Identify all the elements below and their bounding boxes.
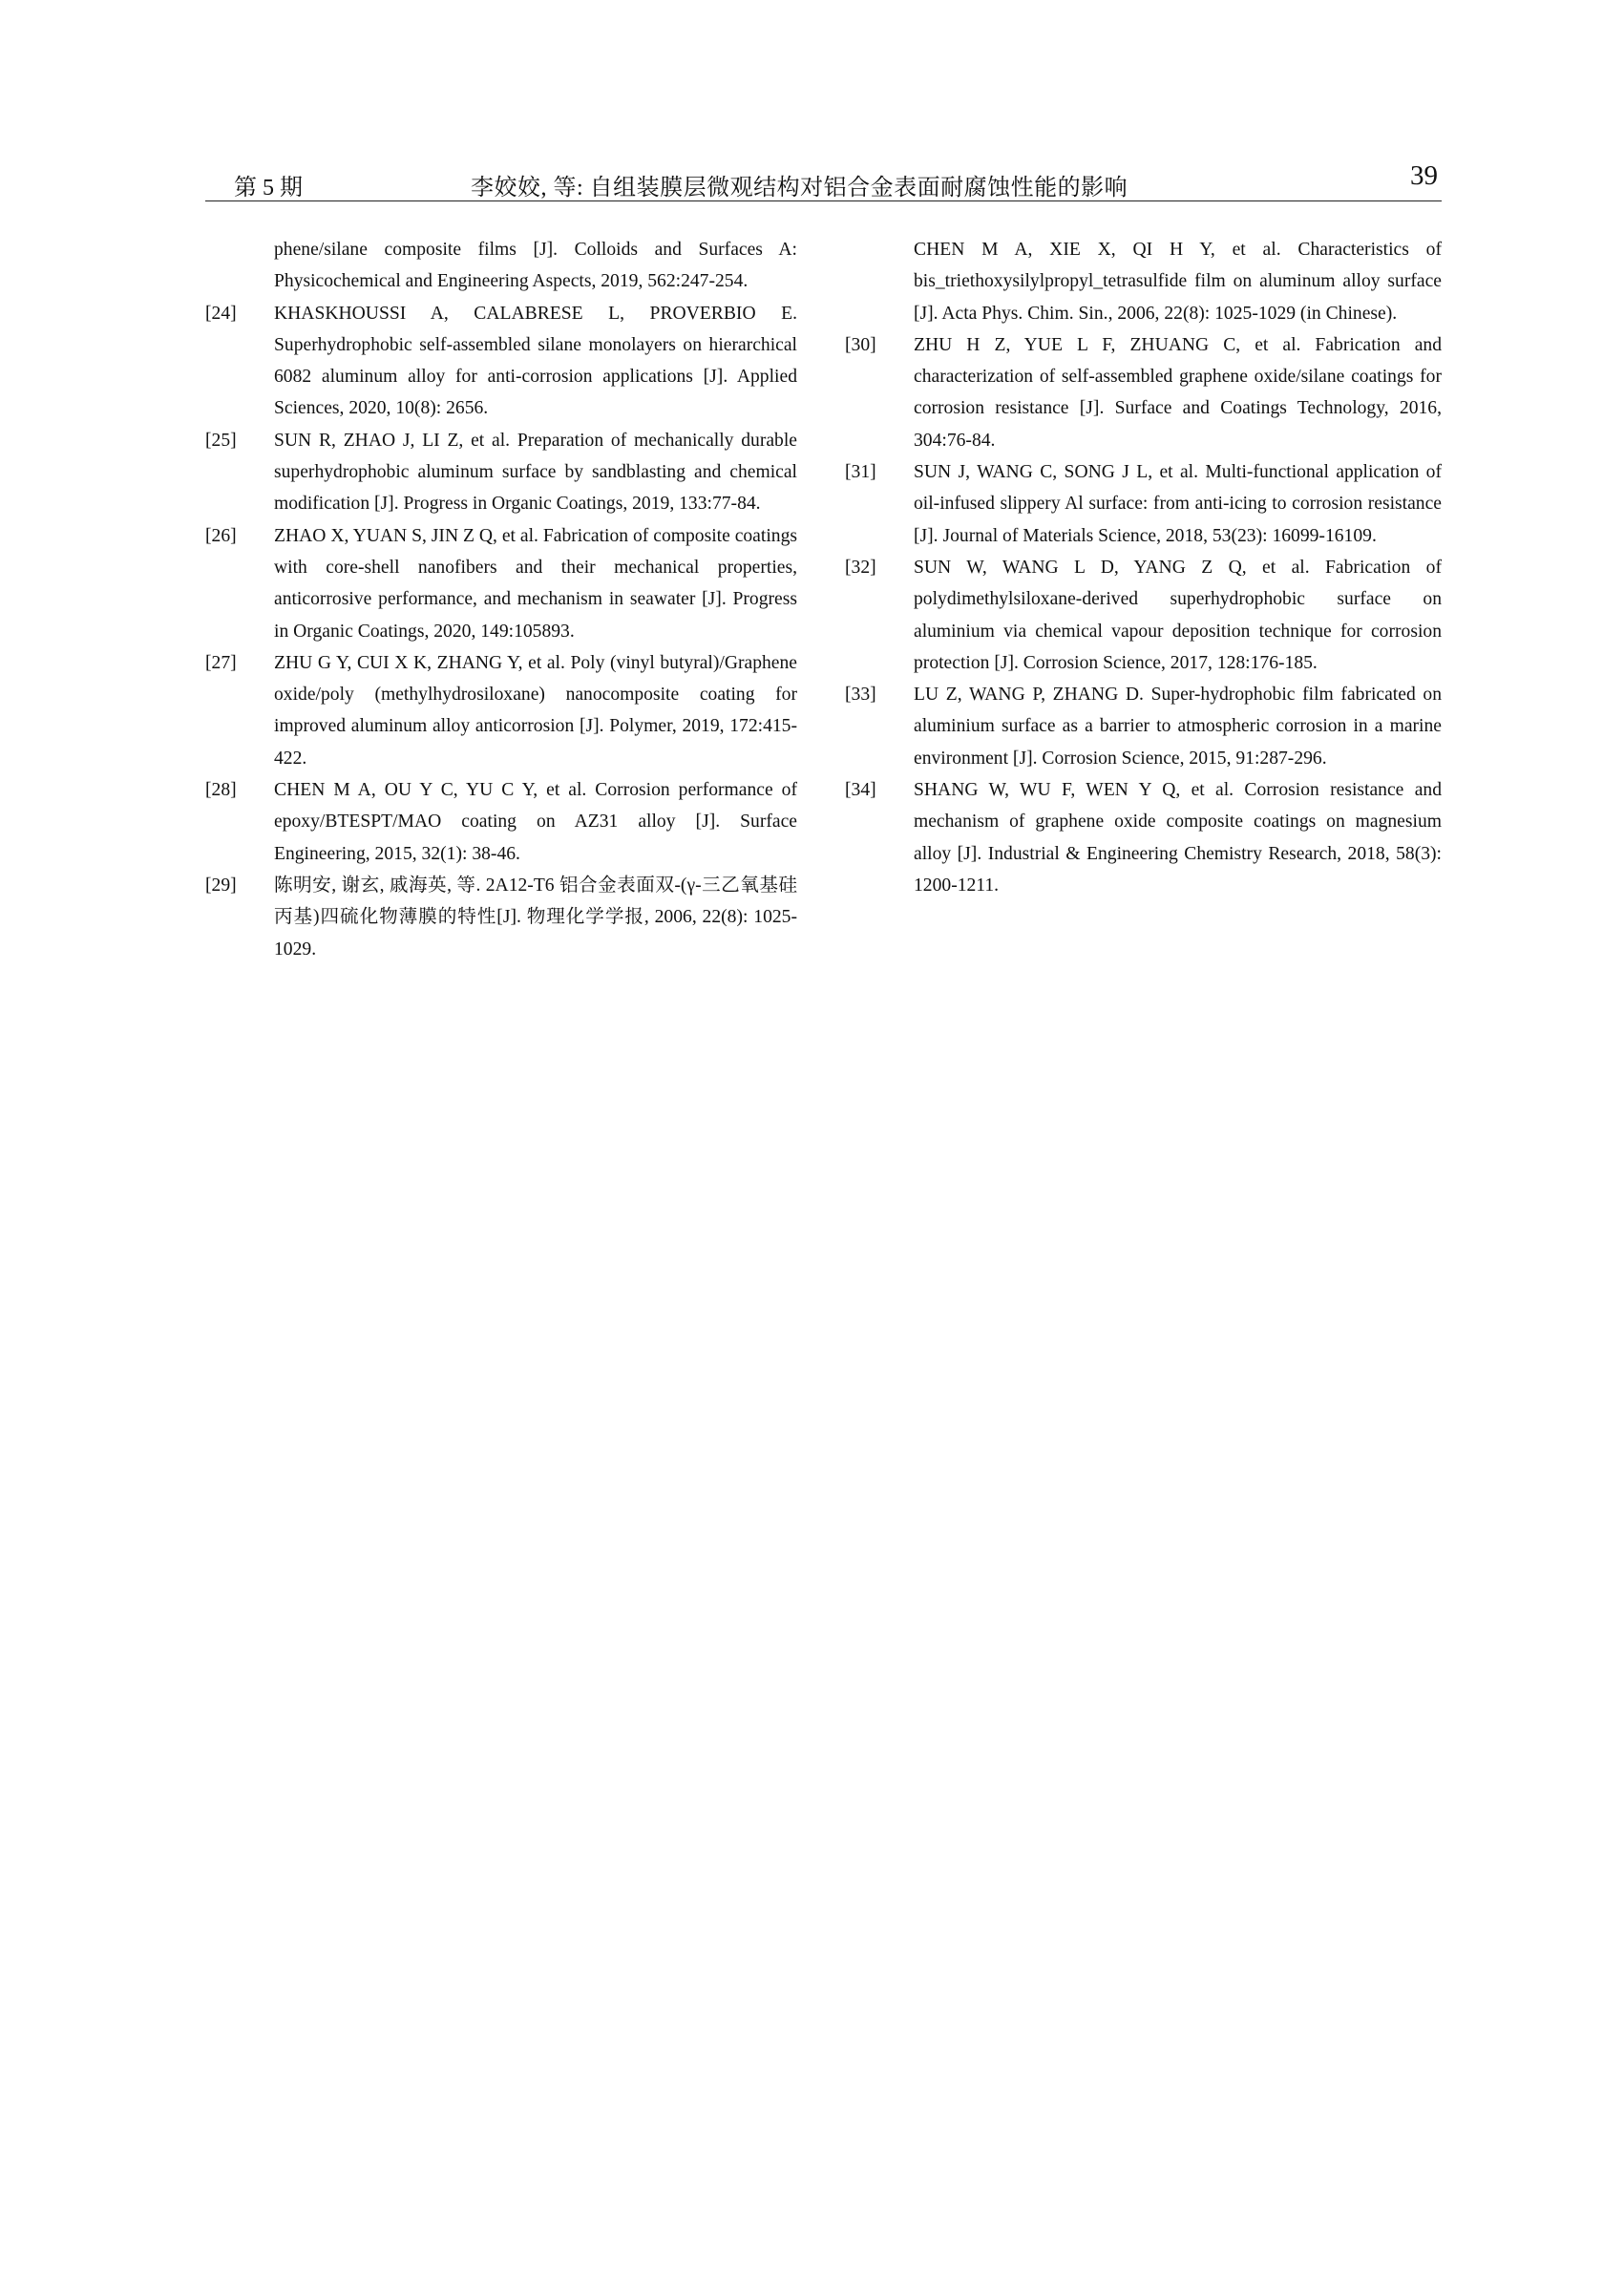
reference-number: [30] [845, 334, 876, 355]
reference-item [205, 520, 797, 647]
reference-number: [32] [845, 557, 876, 578]
reference-item [205, 425, 797, 520]
running-title: 李姣姣, 等: 自组装膜层微观结构对铝合金表面耐腐蚀性能的影响 [471, 176, 1128, 200]
reference-item [205, 647, 797, 774]
reference-text: phene/silane composite films [J]. Colloids and Surfaces A: Physicochemical and Engineering Aspects, 2019, 562:247-254. [274, 240, 797, 292]
reference-item [205, 234, 797, 298]
reference-text: SUN J, WANG C, SONG J L, et al. Multi-functional application of oil-infused slippery Al surface: from anti-icing to corrosion resistance [J]. Journal of Materials Science, 2018, 53(23): 16099-16109. [914, 462, 1442, 546]
reference-column-right [845, 234, 1442, 901]
reference-item [845, 456, 1442, 552]
reference-text: SUN R, ZHAO J, LI Z, et al. Preparation of mechanically durable superhydrophobic aluminum surface by sandblasting and chemical modification [J]. Progress in Organic Coatings, 2019, 133:77-84. [274, 430, 797, 515]
reference-item [845, 679, 1442, 774]
reference-number: [34] [845, 780, 876, 801]
reference-number: [25] [205, 430, 237, 451]
issue-label: 第 5 期 [234, 176, 303, 200]
reference-number: [33] [845, 685, 876, 706]
reference-text: CHEN M A, OU Y C, YU C Y, et al. Corrosion performance of epoxy/BTESPT/MAO coating on AZ31 alloy [J]. Surface Engineering, 2015, 32(1): 38-46. [274, 780, 797, 864]
reference-number: [24] [205, 303, 237, 324]
reference-column-left [205, 234, 797, 965]
running-header [205, 155, 1442, 201]
reference-number: [29] [205, 875, 237, 896]
reference-item [845, 552, 1442, 679]
reference-item [205, 870, 797, 965]
reference-number: [26] [205, 525, 237, 546]
reference-text: SHANG W, WU F, WEN Y Q, et al. Corrosion resistance and mechanism of graphene oxide composite coatings on magnesium alloy [J]. Industrial & Engineering Chemistry Research, 2018, 58(3): 1200-1211. [914, 780, 1442, 896]
reference-text: LU Z, WANG P, ZHANG D. Super-hydrophobic film fabricated on aluminium surface as a barrier to atmospheric corrosion in a marine environment [J]. Corrosion Science, 2015, 91:287-296. [914, 685, 1442, 769]
reference-number: [31] [845, 462, 876, 483]
reference-text: ZHU G Y, CUI X K, ZHANG Y, et al. Poly (vinyl butyral)/Graphene oxide/poly (methylhydrosiloxane) nanocomposite coating for improved aluminum alloy anticorrosion [J]. Polymer, 2019, 172:415-422. [274, 652, 797, 769]
reference-text: ZHAO X, YUAN S, JIN Z Q, et al. Fabrication of composite coatings with core-shell nanofibers and their mechanical properties, anticorrosive performance, and mechanism in seawater [J]. Progress in Organic Coatings, 2020, 149:105893. [274, 525, 797, 642]
reference-item [205, 774, 797, 870]
reference-text: KHASKHOUSSI A, CALABRESE L, PROVERBIO E. Superhydrophobic self-assembled silane monolayers on hierarchical 6082 aluminum alloy for anti-corrosion applications [J]. Applied Sciences, 2020, 10(8): 2656. [274, 303, 797, 419]
reference-text: 陈明安, 谢玄, 戚海英, 等. 2A12-T6 铝合金表面双-(γ-三乙氧基硅丙基)四硫化物薄膜的特性[J]. 物理化学学报, 2006, 22(8): 1025-1029. [274, 875, 797, 960]
reference-number: [27] [205, 652, 237, 673]
reference-item [845, 234, 1442, 329]
reference-item [845, 329, 1442, 456]
reference-text: CHEN M A, XIE X, QI H Y, et al. Characteristics of bis_triethoxysilylpropyl_tetrasulfide film on aluminum alloy surface [J]. Acta Phys. Chim. Sin., 2006, 22(8): 1025-1029 (in Chinese). [914, 240, 1442, 324]
page-number: 39 [1410, 160, 1438, 191]
reference-number: [28] [205, 780, 237, 801]
reference-text: ZHU H Z, YUE L F, ZHUANG C, et al. Fabrication and characterization of self-assembled graphene oxide/silane coatings for corrosion resistance [J]. Surface and Coatings Technology, 2016, 304:76-84. [914, 334, 1442, 451]
reference-item [845, 774, 1442, 901]
reference-item [205, 298, 797, 425]
reference-text: SUN W, WANG L D, YANG Z Q, et al. Fabrication of polydimethylsiloxane-derived superhydrophobic surface on aluminium via chemical vapour deposition technique for corrosion protection [J]. Corrosion Science, 2017, 128:176-185. [914, 557, 1442, 673]
